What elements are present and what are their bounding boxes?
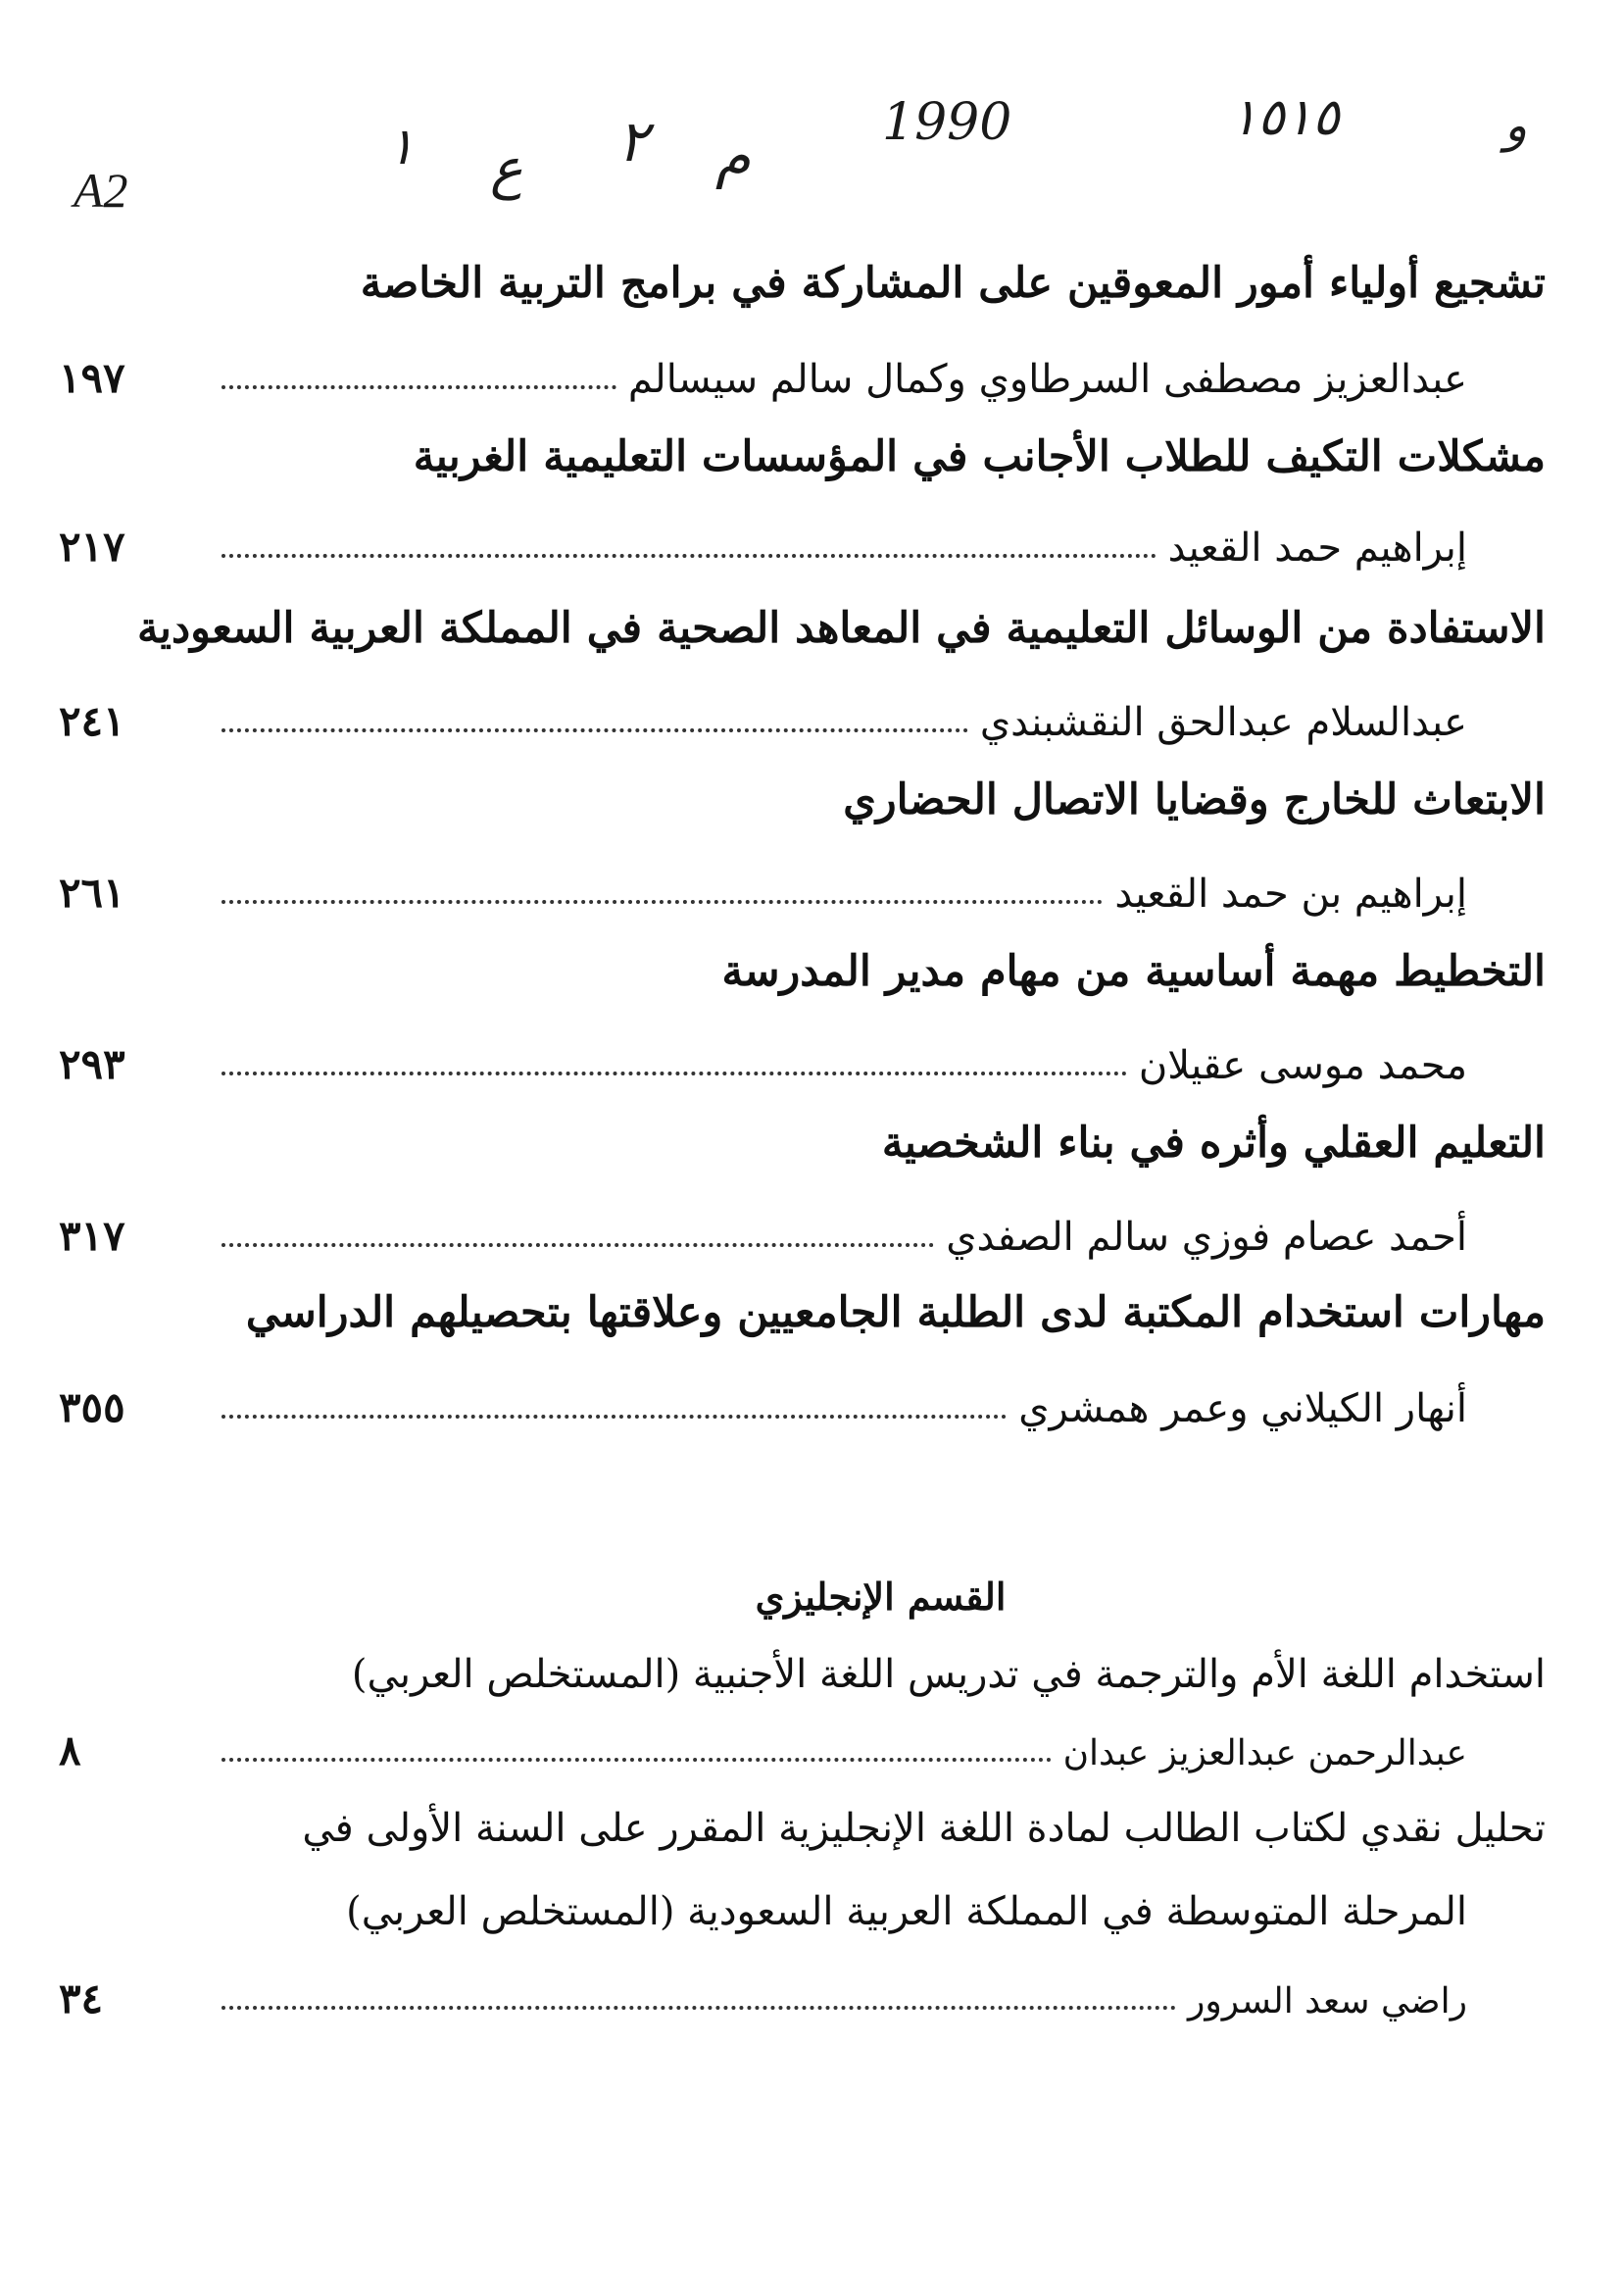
dot-leader <box>221 385 616 389</box>
entry-title: التعليم العقلي وأثره في بناء الشخصية <box>881 1119 1546 1168</box>
dot-leader <box>221 554 1156 558</box>
entry-author: عبدالعزيز مصطفى السرطاوي وكمال سالم سيسالم <box>627 357 1467 402</box>
page-number: ٨ <box>59 1726 81 1774</box>
dot-leader <box>221 728 968 732</box>
entry-title: تشجيع أولياء أمور المعوقين على المشاركة في برامج التربية الخاصة <box>360 259 1546 308</box>
page-number: ٣٥٥ <box>59 1383 125 1431</box>
entry-author-line <box>59 517 1546 571</box>
dot-leader <box>221 1758 1052 1762</box>
page-number: ٢١٧ <box>59 523 125 571</box>
entry-author: راضي سعد السرور <box>1188 1981 1467 2021</box>
entry-author-line <box>59 1969 1546 2020</box>
handwritten-number: ١٥١٥ <box>1230 88 1340 147</box>
entry-title: التخطيط مهمة أساسية من مهام مدير المدرسة <box>721 947 1546 996</box>
page-number: ٢٤١ <box>59 697 125 745</box>
handwritten-mark: ع <box>490 137 523 201</box>
page-number: ٣١٧ <box>59 1212 125 1260</box>
entry-title: استخدام اللغة الأم والترجمة في تدريس اللغة الأجنبية (المستخلص العربي) <box>351 1652 1546 1697</box>
entry-title: الابتعاث للخارج وقضايا الاتصال الحضاري <box>843 775 1546 824</box>
entry-author-line <box>59 863 1546 917</box>
page-number: ١٩٧ <box>59 354 125 402</box>
entry-title: مشكلات التكيف للطلاب الأجانب في المؤسسات التعليمية الغربية <box>413 432 1546 481</box>
entry-author-line <box>59 1034 1546 1088</box>
dot-leader <box>221 2006 1176 2010</box>
entry-author-line <box>59 691 1546 745</box>
dot-leader <box>221 1072 1127 1075</box>
handwritten-note-left: A2 <box>74 163 128 218</box>
entry-author: أنهار الكيلاني وعمر همشري <box>1018 1386 1467 1431</box>
entry-title: تحليل نقدي لكتاب الطالب لمادة اللغة الإنجليزية المقرر على السنة الأولى في <box>302 1806 1546 1851</box>
handwritten-mark: ١ <box>387 118 415 176</box>
page-number: ٢٦١ <box>59 869 125 917</box>
entry-author-line <box>59 1377 1546 1431</box>
entry-author: أحمد عصام فوزي سالم الصفدي <box>946 1215 1467 1260</box>
entry-author: محمد موسى عقيلان <box>1138 1043 1467 1088</box>
dot-leader <box>221 1415 1007 1419</box>
dot-leader <box>221 1243 934 1247</box>
entry-author: إبراهيم بن حمد القعيد <box>1114 872 1467 917</box>
entry-title: مهارات استخدام المكتبة لدى الطلبة الجامعيين وعلاقتها بتحصيلهم الدراسي <box>245 1288 1546 1337</box>
entry-title: الاستفادة من الوسائل التعليمية في المعاهد الصحية في المملكة العربية السعودية <box>136 604 1546 653</box>
handwritten-mark: ٢ <box>617 108 649 175</box>
entry-author-line <box>59 348 1546 402</box>
entry-author: عبدالسلام عبدالحق النقشبندي <box>979 700 1467 745</box>
entry-author-line <box>59 1206 1546 1260</box>
entry-author: عبدالرحمن عبدالعزيز عبدان <box>1062 1733 1467 1773</box>
entry-title-continued: المرحلة المتوسطة في المملكة العربية السعودية (المستخلص العربي) <box>346 1889 1467 1934</box>
handwritten-note-right: و <box>1504 98 1528 153</box>
entry-author-line <box>59 1721 1546 1772</box>
section-heading: القسم الإنجليزي <box>755 1574 1007 1619</box>
handwritten-mark: م <box>715 123 751 189</box>
page-number: ٢٩٣ <box>59 1040 125 1088</box>
entry-author: إبراهيم حمد القعيد <box>1167 525 1467 571</box>
handwritten-year: 1990 <box>882 93 1012 152</box>
page-number: ٣٤ <box>59 1974 104 2022</box>
dot-leader <box>221 900 1103 904</box>
